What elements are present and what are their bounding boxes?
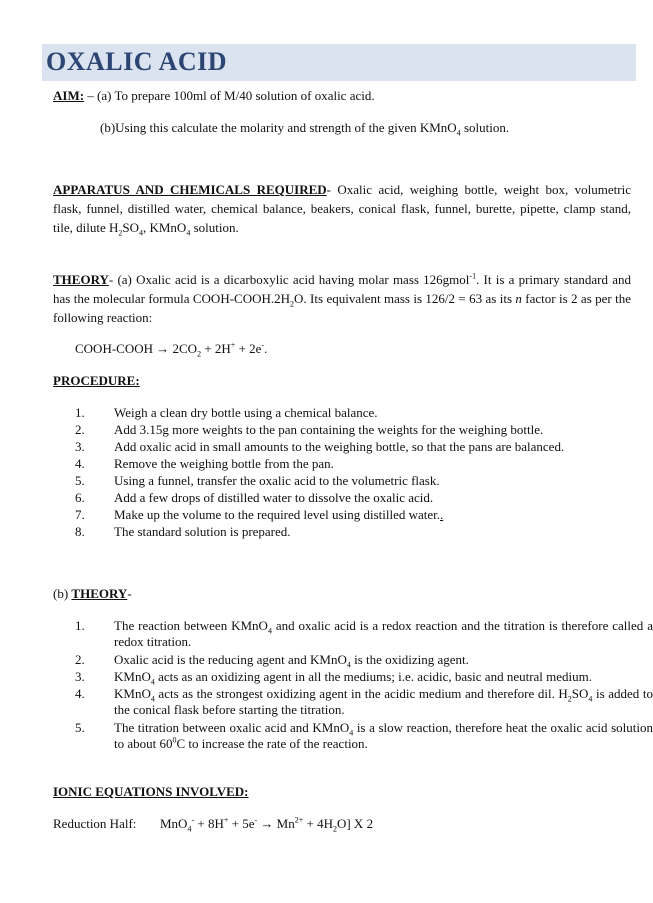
- subscript: 4: [456, 128, 461, 138]
- equation-part: + 5e: [228, 816, 255, 831]
- list-number: 6.: [75, 490, 85, 505]
- superscript: -1: [469, 271, 477, 281]
- text-part: C to increase the rate of the reaction.: [176, 736, 368, 751]
- theory-b-prefix: (b): [53, 586, 72, 601]
- superscript: 2+: [294, 815, 304, 825]
- reaction-equation: [75, 341, 267, 357]
- apparatus-heading: APPARATUS AND CHEMICALS REQUIRED: [53, 182, 327, 197]
- procedure-heading: PROCEDURE:: [53, 373, 140, 388]
- text-part: Oxalic acid is the reducing agent and KMnO: [114, 652, 347, 667]
- page-title: OXALIC ACID: [46, 47, 228, 76]
- aim-part-b-end: solution.: [460, 120, 510, 135]
- text-part: The reaction between KMnO: [114, 618, 268, 633]
- subscript: 4: [186, 228, 191, 238]
- subscript: 2: [567, 694, 572, 704]
- text-part: is added to the conical flask before starting the titration.: [114, 686, 653, 717]
- theory-a-heading: THEORY: [53, 272, 109, 287]
- superscript: +: [230, 340, 236, 350]
- reduction-equation: [160, 816, 373, 832]
- subscript: 4: [346, 660, 351, 670]
- superscript: +: [223, 815, 229, 825]
- list-text: Add 3.15g more weights to the pan containing the weights for the weighing bottle.: [114, 422, 544, 437]
- subscript: 4: [138, 228, 143, 238]
- aim-part-b: (b)Using this calculate the molarity and strength of the given KMnO: [100, 120, 457, 135]
- subscript: 4: [150, 694, 155, 704]
- list-text: Weigh a clean dry bottle using a chemical balance.: [114, 405, 378, 420]
- text-part: is the oxidizing agent.: [350, 652, 469, 667]
- list-text: [114, 652, 653, 668]
- equation-part: COOH-COOH → 2CO: [75, 341, 198, 356]
- list-number: 2.: [75, 422, 85, 437]
- subscript: 4: [150, 677, 155, 687]
- subscript: 2: [332, 824, 337, 834]
- list-text: Remove the weighing bottle from the pan.: [114, 456, 334, 471]
- theory-text: . It is a primary standard and has the molecular formula COOH-COOH.2H: [53, 272, 632, 306]
- subscript: 2: [197, 349, 202, 359]
- list-number: 5.: [75, 473, 85, 488]
- list-text: [114, 507, 443, 523]
- list-text-body: Make up the volume to the required level using distilled water.: [114, 507, 441, 522]
- text-part: KMnO: [114, 669, 151, 684]
- list-text: The standard solution is prepared.: [114, 524, 291, 539]
- subscript: 4: [187, 824, 192, 834]
- italic-n: n: [515, 291, 522, 306]
- subscript: 2: [118, 228, 123, 238]
- equation-part: MnO: [160, 816, 188, 831]
- list-number: 5.: [75, 720, 85, 735]
- theory-b-heading-line: [53, 586, 132, 602]
- theory-b-suffix: -: [127, 586, 132, 601]
- list-number: 7.: [75, 507, 85, 522]
- subscript: 4: [588, 694, 593, 704]
- list-text: Add a few drops of distilled water to dissolve the oxalic acid.: [114, 490, 434, 505]
- theory-b-heading: THEORY: [71, 586, 128, 601]
- reduction-label: Reduction Half:: [53, 816, 137, 831]
- superscript: -: [254, 815, 258, 825]
- list-number: 3.: [75, 439, 85, 454]
- equation-part: → Mn: [257, 816, 295, 831]
- underlined-period: .: [440, 507, 444, 522]
- equation-part: + 2H: [201, 341, 231, 356]
- list-text: [114, 618, 653, 650]
- text-part: acts as the strongest oxidizing agent in the acidic medium and therefore dil. H: [154, 686, 568, 701]
- apparatus-paragraph: [53, 180, 631, 237]
- list-text: Using a funnel, transfer the oxalic acid to the volumetric flask.: [114, 473, 440, 488]
- list-number: 1.: [75, 618, 85, 633]
- superscript: 0: [172, 735, 177, 745]
- theory-a-paragraph: [53, 270, 631, 327]
- list-number: 3.: [75, 669, 85, 684]
- apparatus-text: - Oxalic acid, weighing bottle, weight box, volumetric flask, funnel, distilled water, chemical balance, beakers, conical flask, funnel, burette, pipette, clamp stand, tile, dilute H: [53, 182, 631, 235]
- text-part: KMnO: [114, 686, 151, 701]
- equation-part: .: [264, 341, 268, 356]
- apparatus-text: , KMnO: [142, 220, 187, 235]
- list-number: 1.: [75, 405, 85, 420]
- text-part: is a slow reaction, therefore heat the oxalic acid solution to about 60: [114, 720, 653, 751]
- aim-line-b: [100, 120, 509, 136]
- theory-text: O. Its equivalent mass is 126/2 = 63 as its: [294, 291, 516, 306]
- aim-heading: AIM:: [53, 88, 85, 103]
- superscript: -: [191, 815, 195, 825]
- text-part: acts as an oxidizing agent in all the mediums; i.e. acidic, basic and neutral medium.: [154, 669, 593, 684]
- equation-part: + 4H: [303, 816, 333, 831]
- text-part: SO: [571, 686, 589, 701]
- subscript: 4: [267, 626, 272, 636]
- apparatus-text: solution.: [190, 220, 239, 235]
- list-number: 4.: [75, 686, 85, 701]
- list-number: 4.: [75, 456, 85, 471]
- subscript: 2: [290, 299, 295, 309]
- apparatus-text: SO: [122, 220, 139, 235]
- aim-line-a: [53, 88, 375, 104]
- list-number: 2.: [75, 652, 85, 667]
- list-text: [114, 686, 653, 718]
- list-text: [114, 720, 653, 752]
- list-text: [114, 669, 653, 685]
- list-text: Add oxalic acid in small amounts to the weighing bottle, so that the pans are balanced.: [114, 439, 565, 454]
- theory-text: - (a) Oxalic acid is a dicarboxylic acid having molar mass 126gmol: [108, 272, 470, 287]
- list-number: 8.: [75, 524, 85, 539]
- superscript: -: [261, 340, 265, 350]
- theory-text: factor is 2 as per the following reaction:: [53, 291, 632, 325]
- text-part: The titration between oxalic acid and KMnO: [114, 720, 350, 735]
- text-part: and oxalic acid is a redox reaction and the titration is therefore called a redox titration.: [114, 618, 653, 649]
- equation-part: + 2e: [235, 341, 262, 356]
- equation-part: + 8H: [194, 816, 224, 831]
- equation-part: O] X 2: [336, 816, 374, 831]
- aim-part-a: – (a) To prepare 100ml of M/40 solution of oxalic acid.: [84, 88, 375, 103]
- ionic-heading: IONIC EQUATIONS INVOLVED:: [53, 784, 249, 799]
- subscript: 4: [349, 728, 354, 738]
